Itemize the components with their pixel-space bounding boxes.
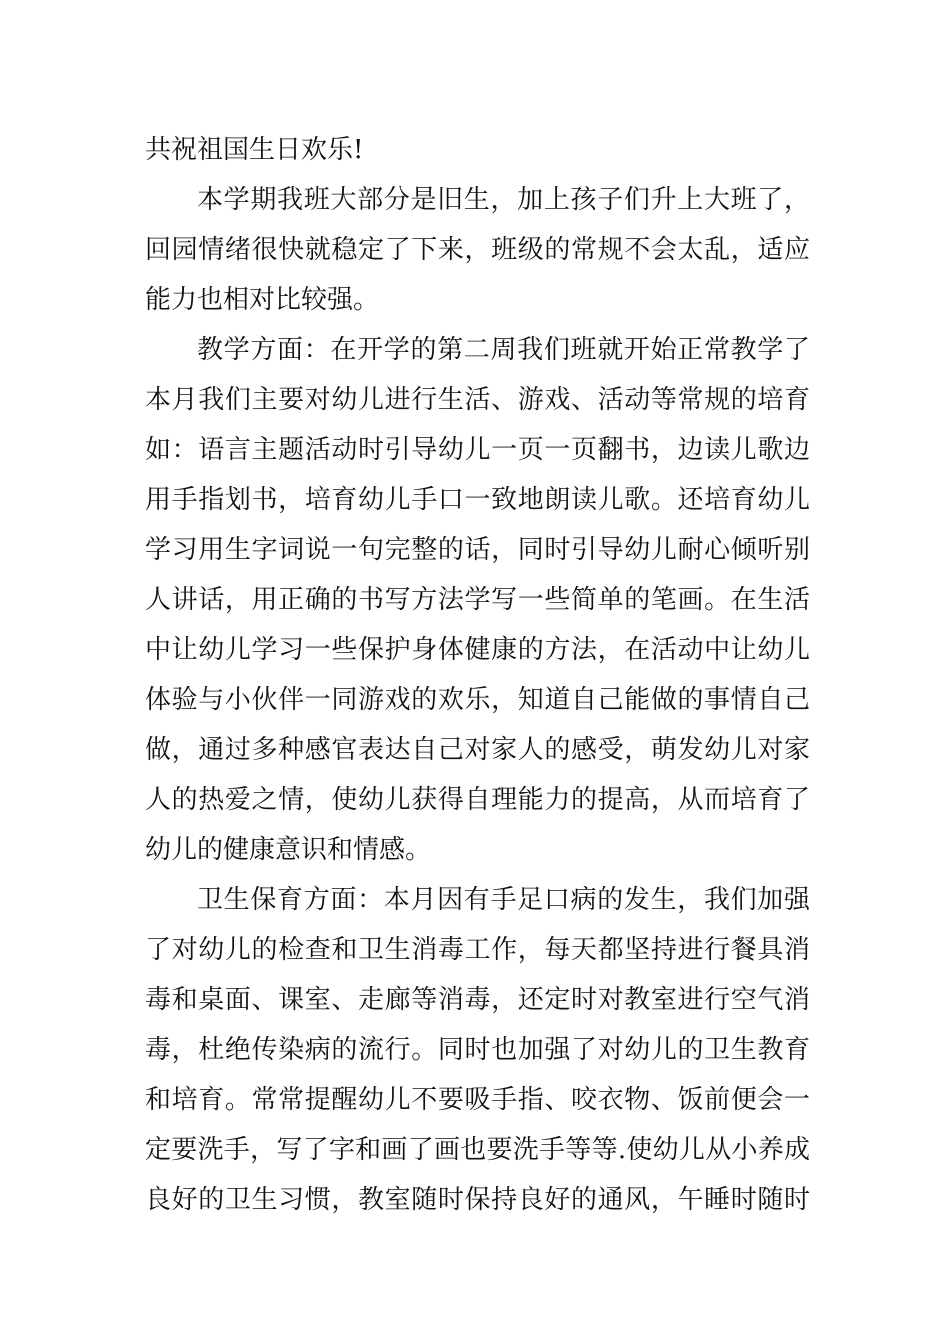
text-line: 幼儿的健康意识和情感。 xyxy=(145,835,432,865)
text-line: 本月我们主要对幼儿进行生活、游戏、活动等常规的培育 xyxy=(145,385,810,415)
text-line: 如：语言主题活动时引导幼儿一页一页翻书，边读儿歌边 xyxy=(145,435,810,465)
text-line: 人讲话，用正确的书写方法学写一些简单的笔画。在生活 xyxy=(145,585,810,615)
text-line: 毒，杜绝传染病的流行。同时也加强了对幼儿的卫生教育 xyxy=(145,1035,810,1065)
text-line: 回园情绪很快就稳定了下来，班级的常规不会太乱，适应 xyxy=(145,235,810,265)
text-line: 和培育。常常提醒幼儿不要吸手指、咬衣物、饭前便会一 xyxy=(145,1085,810,1115)
text-line: 共祝祖国生日欢乐! xyxy=(145,135,364,165)
text-line: 能力也相对比较强。 xyxy=(145,285,380,315)
text-line: 人的热爱之情，使幼儿获得自理能力的提高，从而培育了 xyxy=(145,785,810,815)
text-line: 定要洗手，写了字和画了画也要洗手等等.使幼儿从小养成 xyxy=(145,1135,810,1165)
text-line: 学习用生字词说一句完整的话，同时引导幼儿耐心倾听别 xyxy=(145,535,810,565)
paragraph-first-line: 本学期我班大部分是旧生，加上孩子们升上大班了， xyxy=(197,185,810,215)
text-line: 做，通过多种感官表达自己对家人的感受，萌发幼儿对家 xyxy=(145,735,810,765)
text-line: 了对幼儿的检查和卫生消毒工作，每天都坚持进行餐具消 xyxy=(145,935,810,965)
text-line: 用手指划书，培育幼儿手口一致地朗读儿歌。还培育幼儿 xyxy=(145,485,810,515)
paragraph-first-line: 教学方面：在开学的第二周我们班就开始正常教学了 xyxy=(197,335,810,365)
text-line: 毒和桌面、课室、走廊等消毒，还定时对教室进行空气消 xyxy=(145,985,810,1015)
text-line: 良好的卫生习惯，教室随时保持良好的通风，午睡时随时 xyxy=(145,1185,810,1215)
text-line: 中让幼儿学习一些保护身体健康的方法，在活动中让幼儿 xyxy=(145,635,810,665)
text-line: 体验与小伙伴一同游戏的欢乐，知道自己能做的事情自己 xyxy=(145,685,810,715)
paragraph-first-line: 卫生保育方面：本月因有手足口病的发生，我们加强 xyxy=(197,885,810,915)
